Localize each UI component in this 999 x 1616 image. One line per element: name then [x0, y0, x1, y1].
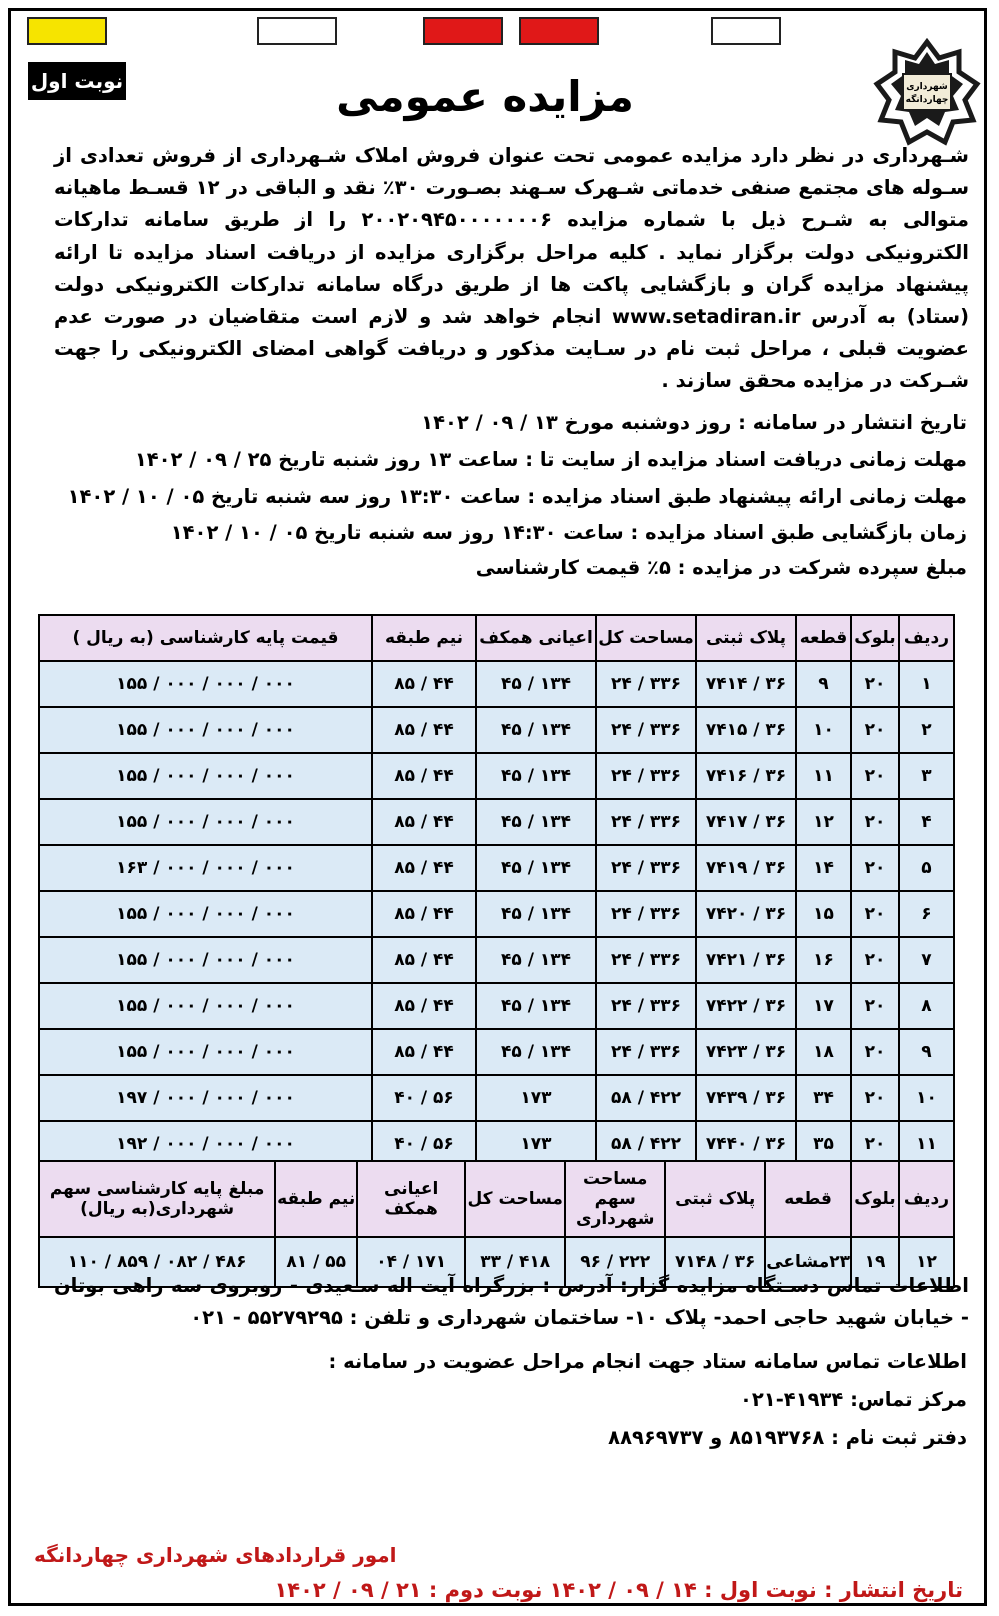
date-line-2: مهلت زمانی دریافت اسناد مزایده از سایت تا : ساعت ۱۳ روز شنبه تاریخ ۲۵ / ۰۹ / ۱۴۰۲: [134, 448, 967, 471]
table-cell: ۹: [899, 1029, 954, 1075]
red-swatch: [519, 17, 599, 45]
municipality-share-table: [38, 1160, 955, 1288]
table-cell: ۳۶ / ۷۴۴۰: [696, 1121, 796, 1167]
table-cell: ۴۴ / ۸۵: [372, 937, 476, 983]
page-title: مزایده عمومی: [336, 72, 634, 121]
table-cell: ۱۰: [796, 707, 851, 753]
table-cell: ۱۳۴ / ۴۵: [476, 799, 596, 845]
table-cell: ۰۰۰ / ۰۰۰ / ۰۰۰ / ۱۵۵: [39, 661, 372, 707]
col-header: مساحت سهم شهرداری: [565, 1161, 665, 1237]
table-cell: ۲۲۲ / ۹۶: [565, 1237, 665, 1287]
table-cell: ۰۰۰ / ۰۰۰ / ۰۰۰ / ۱۵۵: [39, 983, 372, 1029]
table-cell: ۴: [899, 799, 954, 845]
table-row: [39, 799, 954, 845]
table-cell: ۳۶ / ۷۴۱۹: [696, 845, 796, 891]
table-cell: ۴۴ / ۸۵: [372, 707, 476, 753]
white-swatch: [257, 17, 337, 45]
table-cell: ۴۴ / ۸۵: [372, 983, 476, 1029]
col-header: مساحت کل: [465, 1161, 565, 1237]
table-cell: ۰۰۰ / ۰۰۰ / ۰۰۰ / ۱۶۳: [39, 845, 372, 891]
table-cell: ۵۶ / ۴۰: [372, 1075, 476, 1121]
col-header: پلاک ثبتی: [696, 615, 796, 661]
table-cell: ۲: [899, 707, 954, 753]
table-cell: ۱۵: [796, 891, 851, 937]
table-cell: ۱: [899, 661, 954, 707]
table-cell: ۱۳۴ / ۴۵: [476, 753, 596, 799]
organization-signature: امور قراردادهای شهرداری چهاردانگه: [34, 1543, 397, 1567]
table-cell: ۵۶ / ۴۰: [372, 1121, 476, 1167]
publish-dates: تاریخ انتشار : نوبت اول : ۱۴ / ۰۹ / ۱۴۰۲ نوبت دوم : ۲۱ / ۰۹ / ۱۴۰۲: [274, 1578, 963, 1602]
contact-call-center: مرکز تماس: ۴۱۹۳۴-۰۲۱: [739, 1388, 967, 1411]
table-cell: ۳: [899, 753, 954, 799]
table-cell: ۳۳۶ / ۲۴: [596, 891, 696, 937]
table-cell: ۲۰: [851, 799, 899, 845]
table-cell: ۱۳۴ / ۴۵: [476, 983, 596, 1029]
logo-text-2: چهاردانگه: [905, 95, 949, 105]
table-cell: ۲۰: [851, 983, 899, 1029]
table-cell: ۱۷: [796, 983, 851, 1029]
table-cell: ۱۳۴ / ۴۵: [476, 937, 596, 983]
table-cell: ۲۰: [851, 891, 899, 937]
table-cell: ۲۰: [851, 1029, 899, 1075]
date-line-4: زمان بازگشایی طبق اسناد مزایده : ساعت ۱۴:۳۰ روز سه شنبه تاریخ ۰۵ / ۱۰ / ۱۴۰۲: [170, 521, 967, 544]
municipality-logo-icon: [873, 38, 981, 146]
table-cell: ۲۰: [851, 845, 899, 891]
table-row: [39, 1029, 954, 1075]
table-cell: ۰۰۰ / ۰۰۰ / ۰۰۰ / ۱۵۵: [39, 799, 372, 845]
table-cell: ۳۶ / ۷۱۴۸: [665, 1237, 765, 1287]
table-cell: ۴۴ / ۸۵: [372, 799, 476, 845]
table-cell: ۱۶: [796, 937, 851, 983]
table-cell: ۳۳۶ / ۲۴: [596, 937, 696, 983]
table-cell: ۲۰: [851, 707, 899, 753]
table-cell: ۱۹: [851, 1237, 899, 1287]
table-cell: ۳۶ / ۷۴۱۵: [696, 707, 796, 753]
col-header: اعیانی همکف: [357, 1161, 465, 1237]
table-cell: ۳۳۶ / ۲۴: [596, 707, 696, 753]
table-cell: ۴۴ / ۸۵: [372, 845, 476, 891]
table-row: [39, 891, 954, 937]
table-cell: ۱۳۴ / ۴۵: [476, 845, 596, 891]
table-row: [39, 845, 954, 891]
table-cell: ۵۵ / ۸۱: [275, 1237, 357, 1287]
table-cell: ۳۳۶ / ۲۴: [596, 1029, 696, 1075]
table-cell: ۰۰۰ / ۰۰۰ / ۰۰۰ / ۱۵۵: [39, 1029, 372, 1075]
table-cell: ۳۳۶ / ۲۴: [596, 753, 696, 799]
table-cell: ۳۳۶ / ۲۴: [596, 983, 696, 1029]
table-cell: ۳۳۶ / ۲۴: [596, 661, 696, 707]
deposit-line: مبلغ سپرده شرکت در مزایده : ۵٪ قیمت کارشناسی: [475, 556, 967, 579]
table-cell: ۱۷۳: [476, 1075, 596, 1121]
table-cell: ۴۸۶ / ۰۸۲ / ۸۵۹ / ۱۱۰: [39, 1237, 275, 1287]
table-row: [39, 937, 954, 983]
table-row: [39, 707, 954, 753]
col-header: بلوک: [851, 615, 899, 661]
table-cell: ۱۱: [899, 1121, 954, 1167]
date-line-3: مهلت زمانی ارائه پیشنهاد طبق اسناد مزایده : ساعت ۱۳:۳۰ روز سه شنبه تاریخ ۰۵ / ۱۰ / ۱۴۰۲: [67, 485, 967, 508]
table-cell: ۴۱۸ / ۳۳: [465, 1237, 565, 1287]
table-cell: ۱۳۴ / ۴۵: [476, 891, 596, 937]
col-header: نیم طبقه: [275, 1161, 357, 1237]
table-cell: ۱۷۳: [476, 1121, 596, 1167]
table-cell: ۲۰: [851, 1121, 899, 1167]
table-cell: ۰۰۰ / ۰۰۰ / ۰۰۰ / ۱۵۵: [39, 937, 372, 983]
table-cell: ۷: [899, 937, 954, 983]
table-row: [39, 753, 954, 799]
table-cell: ۱۸: [796, 1029, 851, 1075]
table-header-row: [39, 1161, 954, 1237]
table-cell: ۰۰۰ / ۰۰۰ / ۰۰۰ / ۱۵۵: [39, 891, 372, 937]
table-cell: ۲۰: [851, 1075, 899, 1121]
table-cell: ۴۴ / ۸۵: [372, 891, 476, 937]
table-cell: ۶: [899, 891, 954, 937]
yellow-swatch: [27, 17, 107, 45]
table-cell: ۳۳۶ / ۲۴: [596, 799, 696, 845]
table-header-row: [39, 615, 954, 661]
col-header: قطعه: [765, 1161, 851, 1237]
auction-table: [38, 614, 955, 1168]
table-cell: ۲۳مشاعی: [765, 1237, 851, 1287]
table-cell: ۳۴: [796, 1075, 851, 1121]
white-swatch: [711, 17, 781, 45]
table-cell: ۴۲۲ / ۵۸: [596, 1075, 696, 1121]
table-cell: ۱۲: [899, 1237, 954, 1287]
table-cell: ۱۳۴ / ۴۵: [476, 707, 596, 753]
table-row: [39, 1075, 954, 1121]
date-line-1: تاریخ انتشار در سامانه : روز دوشنبه مورخ ۱۳ / ۰۹ / ۱۴۰۲: [421, 411, 967, 434]
table-cell: ۴۴ / ۸۵: [372, 661, 476, 707]
table-cell: ۵: [899, 845, 954, 891]
table-cell: ۳۶ / ۷۴۲۰: [696, 891, 796, 937]
table-cell: ۳۶ / ۷۴۱۶: [696, 753, 796, 799]
table-cell: ۲۰: [851, 661, 899, 707]
col-header: قطعه: [796, 615, 851, 661]
table-cell: ۲۰: [851, 753, 899, 799]
col-header: ردیف: [899, 615, 954, 661]
table-cell: ۳۶ / ۷۴۲۱: [696, 937, 796, 983]
table-cell: ۰۰۰ / ۰۰۰ / ۰۰۰ / ۱۹۷: [39, 1075, 372, 1121]
table-cell: ۳۶ / ۷۴۳۹: [696, 1075, 796, 1121]
table-cell: ۸: [899, 983, 954, 1029]
table-cell: ۹: [796, 661, 851, 707]
table-row: [39, 983, 954, 1029]
table-cell: ۳۵: [796, 1121, 851, 1167]
table-cell: ۴۲۲ / ۵۸: [596, 1121, 696, 1167]
col-header: اعیانی همکف: [476, 615, 596, 661]
col-header: قیمت پایه کارشناسی (به ریال ): [39, 615, 372, 661]
contact-address: اطلاعات تماس دسـتگاه مزایده گزار: آدرس : بزرگراه آیت اله سـعیدی - روبروی سه راهی بوتان - خیابان شهید حاجی احمد- پلاک ۱۰- ساختمان شهرداری و تلفن : ۵۵۲۷۹۲۹۵ - ۰۲۱: [54, 1274, 969, 1330]
intro-paragraph: شـهرداری در نظر دارد مزایده عمومی تحت عنوان فروش املاک شـهرداری از فروش تعدادی از سـوله های مجتمع صنفی خدماتی شـهرک سـهند بصـورت ۳۰٪ نقد و الباقی در ۱۲ قسـط ماهیانه متوالی به شـرح ذیل با شماره مزایده ۲۰۰۲۰۹۴۵۰۰۰۰۰۰۰۶ را از طریق سامانه تدارکات الکترونیکی دولت برگزار نماید . کلیه مراحل برگزاری مزایده از دریافت اسناد مزایده تا ارائه پیشنهاد مزایده گران و بازگشایی پاکت ها از طریق درگاه سامانه تدارکات الکترونیکی دولت (ستاد) به آدرس www.setadiran.ir انجام خواهد شد و لازم است متقاضیان در صورت عدم عضویت قبلی ، مراحل ثبت نام در سـایت مذکور و دریافت گواهی امضای الکترونیکی را جهت شـرکت در مزایده محقق سازند .: [54, 144, 969, 393]
table-cell: ۱۷۱ / ۰۴: [357, 1237, 465, 1287]
col-header: پلاک ثبتی: [665, 1161, 765, 1237]
table-cell: ۳۶ / ۷۴۱۷: [696, 799, 796, 845]
table-cell: ۴۴ / ۸۵: [372, 1029, 476, 1075]
col-header: مساحت کل: [596, 615, 696, 661]
table-cell: ۴۴ / ۸۵: [372, 753, 476, 799]
contact-setad-title: اطلاعات تماس سامانه ستاد جهت انجام مراحل عضویت در سامانه :: [328, 1350, 967, 1373]
table-cell: ۳۶ / ۷۴۲۲: [696, 983, 796, 1029]
table-cell: ۲۰: [851, 937, 899, 983]
col-header: مبلغ پایه کارشناسی سهم شهرداری(به ریال): [39, 1161, 275, 1237]
edition-badge: نوبت اول: [28, 62, 126, 100]
table-cell: ۳۳۶ / ۲۴: [596, 845, 696, 891]
table-cell: ۰۰۰ / ۰۰۰ / ۰۰۰ / ۱۵۵: [39, 753, 372, 799]
table-cell: ۱۳۴ / ۴۵: [476, 661, 596, 707]
table-cell: ۱۴: [796, 845, 851, 891]
table-cell: ۱۱: [796, 753, 851, 799]
table-cell: ۳۶ / ۷۴۲۳: [696, 1029, 796, 1075]
col-header: ردیف: [899, 1161, 954, 1237]
table-cell: ۱۳۴ / ۴۵: [476, 1029, 596, 1075]
col-header: نیم طبقه: [372, 615, 476, 661]
logo-text-1: شهرداری: [906, 82, 948, 92]
contact-registration: دفتر ثبت نام : ۸۵۱۹۳۷۶۸ و ۸۸۹۶۹۷۳۷: [608, 1426, 967, 1449]
table-row: [39, 661, 954, 707]
red-swatch: [423, 17, 503, 45]
table-cell: ۱۲: [796, 799, 851, 845]
table-cell: ۰۰۰ / ۰۰۰ / ۰۰۰ / ۱۵۵: [39, 707, 372, 753]
table-cell: ۰۰۰ / ۰۰۰ / ۰۰۰ / ۱۹۲: [39, 1121, 372, 1167]
table-cell: ۱۰: [899, 1075, 954, 1121]
col-header: بلوک: [851, 1161, 899, 1237]
table-cell: ۳۶ / ۷۴۱۴: [696, 661, 796, 707]
color-registration-strip: [11, 17, 984, 47]
